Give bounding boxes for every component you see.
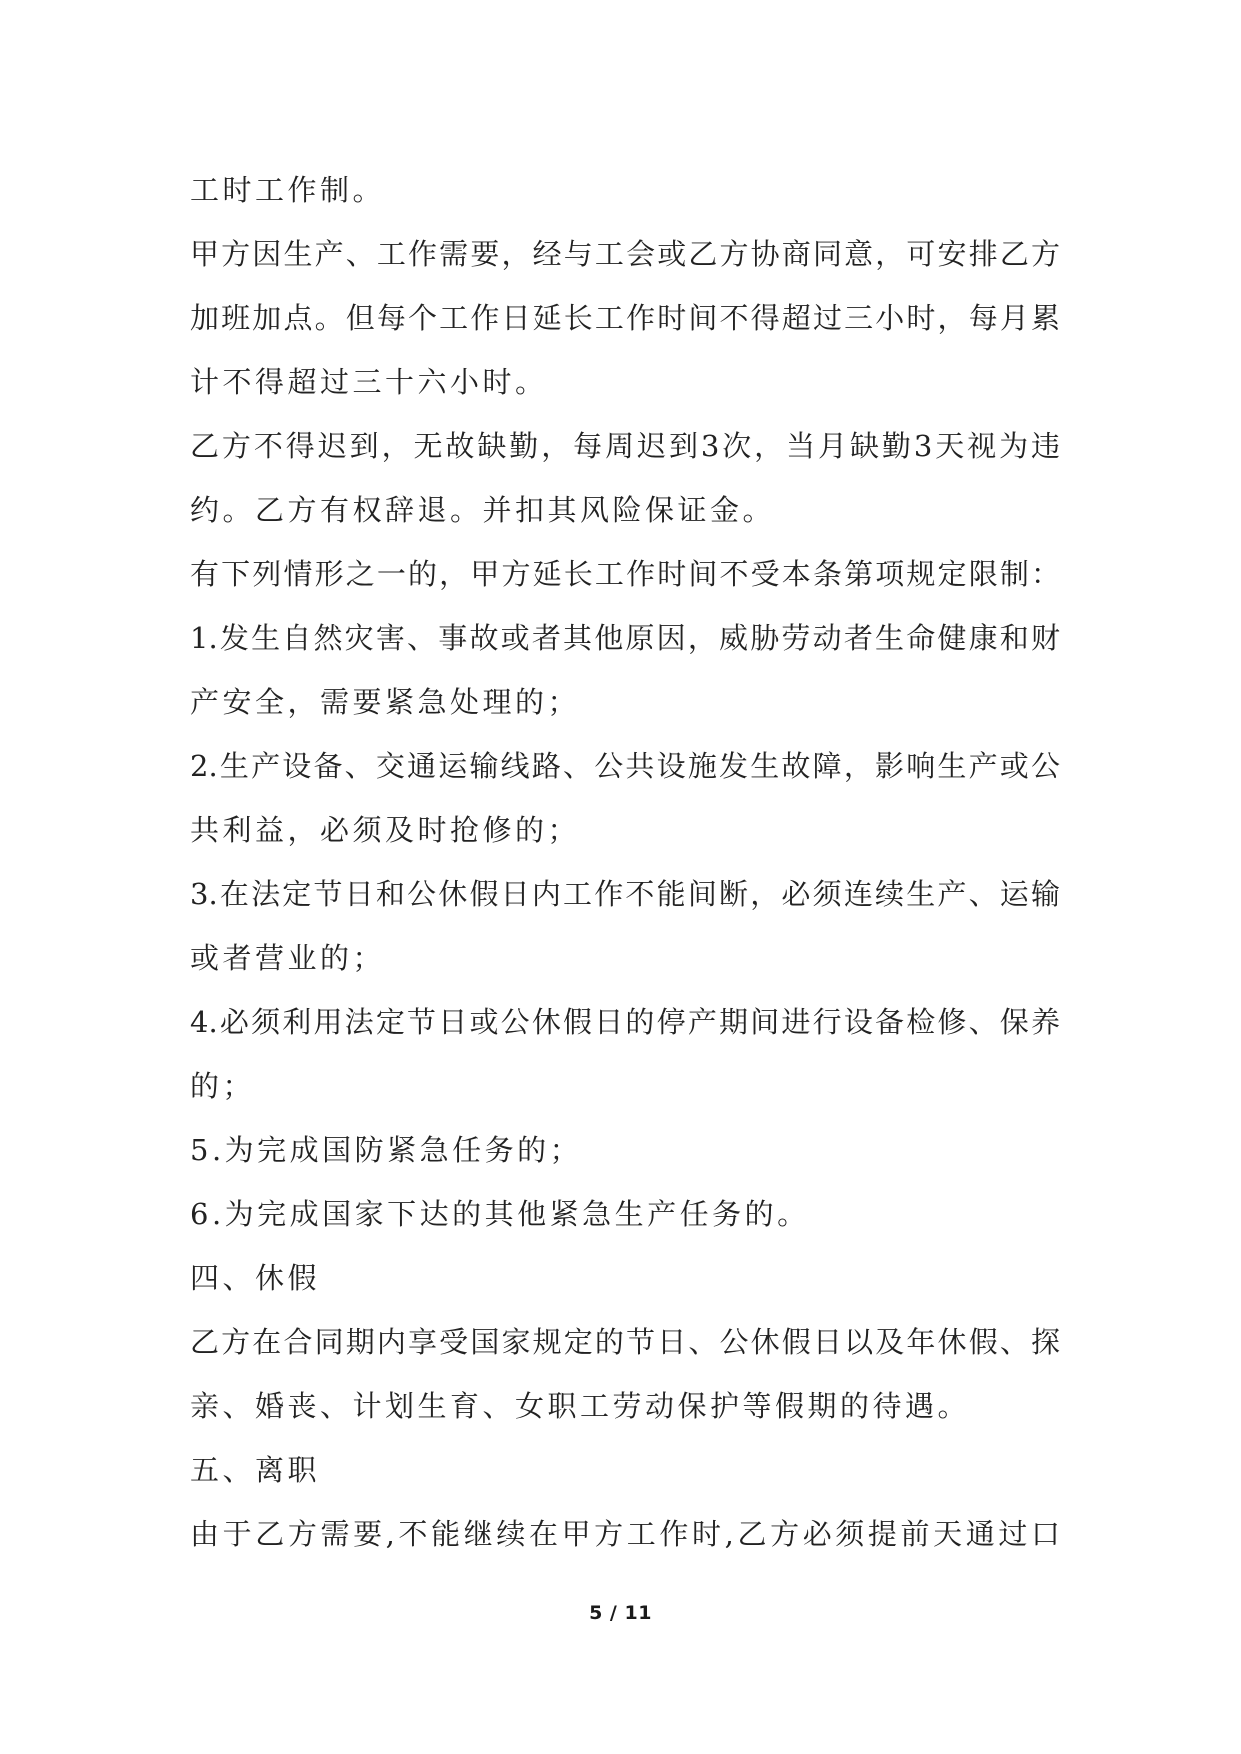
- section-heading: 五、离职: [190, 1453, 321, 1487]
- page-number: 5 / 11: [589, 1602, 652, 1624]
- text-line: 亲、婚丧、计划生育、女职工劳动保护等假期的待遇。: [190, 1389, 971, 1423]
- text-line: 乙方在合同期内享受国家规定的节日、公休假日以及年休假、探: [190, 1325, 1060, 1359]
- text-line: 工时工作制。: [190, 173, 386, 207]
- list-item-line: 5.为完成国防紧急任务的；: [190, 1133, 583, 1167]
- list-item-line: 4.必须利用法定节日或公休假日的停产期间进行设备检修、保养: [190, 1005, 1060, 1039]
- text-line: 乙方不得迟到，无故缺勤，每周迟到3次，当月缺勤3天视为违: [190, 429, 1060, 463]
- text-line: 有下列情形之一的，甲方延长工作时间不受本条第项规定限制：: [190, 557, 1060, 591]
- list-item-line: 1.发生自然灾害、事故或者其他原因，威胁劳动者生命健康和财: [190, 621, 1060, 655]
- text-line: 产安全，需要紧急处理的；: [190, 685, 581, 719]
- text-line: 或者营业的；: [190, 941, 386, 975]
- list-item-line: 2.生产设备、交通运输线路、公共设施发生故障，影响生产或公: [190, 749, 1060, 783]
- text-line: 加班加点。但每个工作日延长工作时间不得超过三小时，每月累: [190, 301, 1060, 335]
- document-body: [190, 158, 1060, 1566]
- text-line: 的；: [190, 1069, 256, 1103]
- section-heading: 四、休假: [190, 1261, 321, 1295]
- list-item-line: 6.为完成国家下达的其他紧急生产任务的。: [190, 1197, 810, 1231]
- text-line: 由于乙方需要,不能继续在甲方工作时,乙方必须提前天通过口: [190, 1517, 1060, 1551]
- text-line: 计不得超过三十六小时。: [190, 365, 548, 399]
- list-item-line: 3.在法定节日和公休假日内工作不能间断，必须连续生产、运输: [190, 877, 1060, 911]
- text-line: 约。乙方有权辞退。并扣其风险保证金。: [190, 493, 776, 527]
- text-line: 甲方因生产、工作需要，经与工会或乙方协商同意，可安排乙方: [190, 237, 1060, 271]
- text-line: 共利益，必须及时抢修的；: [190, 813, 581, 847]
